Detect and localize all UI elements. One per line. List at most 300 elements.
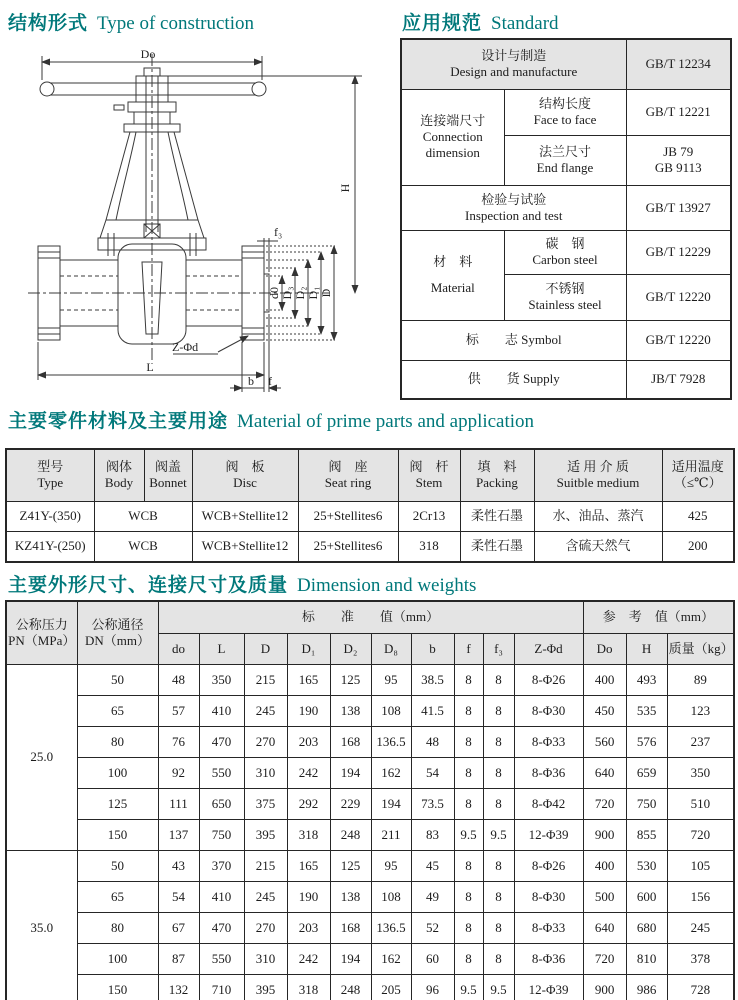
- dim-cell: 8: [483, 850, 514, 881]
- std-stainless-en: Stainless steel: [528, 297, 602, 312]
- dim-cell: 125: [330, 664, 371, 695]
- dim-cell: 640: [583, 912, 626, 943]
- dim-cell: 535: [626, 695, 667, 726]
- std-material-en: Material: [430, 280, 475, 295]
- dim-cell: 12-Φ39: [514, 974, 583, 1000]
- dim-cell: 137: [158, 819, 199, 850]
- standard-table: [400, 38, 732, 400]
- dim-cell: 138: [330, 881, 371, 912]
- dimension-table: [5, 600, 735, 1000]
- dim-subheader-b: b: [411, 633, 454, 664]
- mat-header-body: [94, 449, 144, 501]
- dim-cell: 41.5: [411, 695, 454, 726]
- std-carbon-label: [504, 230, 626, 274]
- dim-cell: 138: [330, 695, 371, 726]
- dim-cell: 248: [330, 819, 371, 850]
- dim-label-b: b: [248, 374, 254, 388]
- dim-cell: 370: [199, 850, 244, 881]
- dim-cell: 162: [371, 757, 411, 788]
- dim-cell: 8: [483, 726, 514, 757]
- std-flange-std2: GB 9113: [654, 160, 702, 175]
- dim-cell: 9.5: [483, 819, 514, 850]
- mat-header-medium-zh: 适 用 介 质: [567, 459, 629, 475]
- dim-cell: 8: [483, 943, 514, 974]
- dim-cell: 165: [287, 850, 330, 881]
- dim-cell: 162: [371, 943, 411, 974]
- dim-header-standard-group: 标 准 值（mm）: [158, 601, 583, 633]
- mat-header-disc: [192, 449, 298, 501]
- dim-cell: 9.5: [454, 819, 483, 850]
- dim-cell: 194: [371, 788, 411, 819]
- dim-subheader-D1: D₁: [287, 633, 330, 664]
- section-title-construction-en: Type of construction: [97, 13, 254, 34]
- std-connection-zh: 连接端尺寸: [420, 113, 486, 129]
- dim-cell: 48: [411, 726, 454, 757]
- dim-row: [6, 788, 734, 819]
- dim-cell: 8: [454, 695, 483, 726]
- dim-cell: 211: [371, 819, 411, 850]
- dim-label-D: D: [319, 288, 333, 298]
- dim-row: [6, 850, 734, 881]
- mat-header-bonnet-en: Bonnet: [149, 475, 187, 491]
- mat-cell: 柔性石墨: [460, 531, 534, 562]
- std-symbol-value: GB/T 12220: [626, 320, 731, 360]
- mat-header-seat-en: Seat ring: [324, 475, 372, 491]
- section-title-standard-zh: 应用规范: [402, 12, 483, 34]
- mat-header-stem-zh: 阀 杆: [409, 459, 449, 475]
- dim-cell: 190: [287, 881, 330, 912]
- dim-cell: 318: [287, 819, 330, 850]
- dim-subheader-D2: D₂: [330, 633, 371, 664]
- dim-cell: 125: [330, 850, 371, 881]
- dim-cell: 8-Φ26: [514, 850, 583, 881]
- mat-header-packing-en: Packing: [476, 475, 518, 491]
- dim-cell: 83: [411, 819, 454, 850]
- dim-cell: 550: [199, 943, 244, 974]
- dim-cell: 8: [454, 912, 483, 943]
- section-title-material: [8, 406, 534, 433]
- dim-cell: 215: [244, 850, 287, 881]
- dim-label-f3: f₃: [274, 225, 283, 239]
- dim-cell: 8-Φ30: [514, 881, 583, 912]
- mat-header-stem-en: Stem: [415, 475, 443, 491]
- material-table: [5, 448, 735, 563]
- dim-cell: 576: [626, 726, 667, 757]
- dim-cell: 111: [158, 788, 199, 819]
- dim-cell: 750: [626, 788, 667, 819]
- dim-cell: 73.5: [411, 788, 454, 819]
- dim-cell: 8: [454, 881, 483, 912]
- dim-cell: 270: [244, 912, 287, 943]
- dim-cell: 270: [244, 726, 287, 757]
- dim-label-D1: D₁: [306, 286, 320, 300]
- dim-cell: 108: [371, 695, 411, 726]
- valve-drawing: [10, 48, 382, 398]
- mat-header-bonnet: [144, 449, 192, 501]
- std-flange-en: End flange: [536, 160, 594, 175]
- std-design-label: [401, 39, 626, 89]
- dim-label-f: f: [268, 374, 272, 388]
- dim-label-d0: d0: [267, 287, 281, 299]
- dim-label-Zd: Z-Φd: [172, 340, 199, 354]
- dim-cell: 680: [626, 912, 667, 943]
- dim-cell: 8-Φ33: [514, 912, 583, 943]
- mat-header-type-zh: 型号: [37, 459, 64, 475]
- std-flange-std1: JB 79: [663, 144, 694, 160]
- dim-label-Do: Do: [140, 48, 156, 61]
- dim-cell: 9.5: [483, 974, 514, 1000]
- dim-cell: 720: [583, 943, 626, 974]
- dim-subheader-weight: 质量（kg）: [667, 633, 734, 664]
- dim-cell: 750: [199, 819, 244, 850]
- mat-cell: WCB: [94, 501, 192, 531]
- mat-cell: 25+Stellites6: [298, 501, 398, 531]
- dim-cell: 57: [158, 695, 199, 726]
- dim-cell: 8: [454, 664, 483, 695]
- dim-label-L: L: [146, 360, 154, 374]
- dim-header-dn-zh: 公称通径: [91, 616, 144, 632]
- dim-cell: 720: [583, 788, 626, 819]
- dim-cell: 310: [244, 757, 287, 788]
- std-design-value: GB/T 12234: [626, 39, 731, 89]
- dim-cell: 38.5: [411, 664, 454, 695]
- dim-cell: 900: [583, 974, 626, 1000]
- dim-cell: 245: [244, 695, 287, 726]
- mat-cell: 25+Stellites6: [298, 531, 398, 562]
- dim-header-pn: [6, 601, 77, 664]
- mat-header-seat: [298, 449, 398, 501]
- dim-row: [6, 757, 734, 788]
- mat-cell: 柔性石墨: [460, 501, 534, 531]
- dim-cell: 8: [454, 850, 483, 881]
- table-row: [401, 185, 731, 230]
- dim-cell: 50: [77, 850, 158, 881]
- std-carbon-en: Carbon steel: [532, 252, 598, 267]
- dim-cell: 96: [411, 974, 454, 1000]
- dim-cell: 8-Φ26: [514, 664, 583, 695]
- std-face-value: GB/T 12221: [626, 89, 731, 135]
- dim-cell: 76: [158, 726, 199, 757]
- dim-cell: 65: [77, 881, 158, 912]
- dim-cell: 720: [667, 819, 734, 850]
- std-material-zh: 材 料: [433, 254, 473, 270]
- table-row: [401, 89, 731, 135]
- dim-cell: 156: [667, 881, 734, 912]
- mat-cell: WCB+Stellite12: [192, 501, 298, 531]
- mat-header-temp-zh: 适用温度: [671, 459, 724, 475]
- dim-cell: 9.5: [454, 974, 483, 1000]
- dim-subheader-L: L: [199, 633, 244, 664]
- dim-cell: 108: [371, 881, 411, 912]
- dim-cell: 150: [77, 819, 158, 850]
- dim-cell: 190: [287, 695, 330, 726]
- section-title-material-en: Material of prime parts and application: [237, 411, 535, 432]
- std-inspection-value: GB/T 13927: [626, 185, 731, 230]
- std-carbon-value: GB/T 12229: [626, 230, 731, 274]
- dim-cell: 67: [158, 912, 199, 943]
- mat-header-temp-en: （≤℃）: [673, 475, 722, 491]
- mat-header-disc-zh: 阀 板: [225, 459, 265, 475]
- dim-cell: 510: [667, 788, 734, 819]
- table-row: [6, 449, 734, 501]
- mat-header-medium-en: Suitble medium: [556, 475, 640, 491]
- table-row: [6, 601, 734, 633]
- table-row: [401, 360, 731, 399]
- dim-cell: 395: [244, 974, 287, 1000]
- mat-header-temp: [662, 449, 734, 501]
- dim-cell: 8: [454, 788, 483, 819]
- spacer: [404, 270, 502, 280]
- dim-cell: 550: [199, 757, 244, 788]
- mat-header-packing: [460, 449, 534, 501]
- dim-cell: 194: [330, 757, 371, 788]
- dim-cell: 95: [371, 850, 411, 881]
- dim-row: [6, 943, 734, 974]
- dim-subheader-f3: f₃: [483, 633, 514, 664]
- dim-cell: 168: [330, 912, 371, 943]
- mat-header-type: [6, 449, 94, 501]
- section-title-construction-zh: 结构形式: [8, 12, 89, 34]
- dim-cell: 132: [158, 974, 199, 1000]
- dim-cell: 215: [244, 664, 287, 695]
- dim-label-D3: D₃: [280, 286, 294, 300]
- dim-cell: 100: [77, 757, 158, 788]
- dim-cell: 48: [158, 664, 199, 695]
- dim-cell: 728: [667, 974, 734, 1000]
- dim-cell: 89: [667, 664, 734, 695]
- dim-cell: 400: [583, 850, 626, 881]
- std-face-zh: 结构长度: [538, 96, 591, 112]
- dim-cell: 470: [199, 912, 244, 943]
- std-connection-en1: Connection: [422, 129, 483, 145]
- dim-row: [6, 881, 734, 912]
- dim-cell: 8: [483, 881, 514, 912]
- mat-header-medium: [534, 449, 662, 501]
- dim-cell: 100: [77, 943, 158, 974]
- mat-cell: 425: [662, 501, 734, 531]
- dim-cell: 242: [287, 757, 330, 788]
- dim-cell: 205: [371, 974, 411, 1000]
- dim-cell: 560: [583, 726, 626, 757]
- mat-cell: WCB: [94, 531, 192, 562]
- dim-cell: 855: [626, 819, 667, 850]
- dim-label-D2: D₂: [293, 286, 307, 300]
- dim-cell: 80: [77, 726, 158, 757]
- dim-cell: 12-Φ39: [514, 819, 583, 850]
- std-connection-label: [401, 89, 504, 185]
- dim-cell: 986: [626, 974, 667, 1000]
- mat-cell: 318: [398, 531, 460, 562]
- dim-cell: 659: [626, 757, 667, 788]
- dim-cell: 350: [199, 664, 244, 695]
- dim-cell: 65: [77, 695, 158, 726]
- pn-value: 35.0: [6, 850, 77, 1000]
- dim-cell: 123: [667, 695, 734, 726]
- dim-cell: 375: [244, 788, 287, 819]
- mat-cell: KZ41Y-(250): [6, 531, 94, 562]
- dim-subheader-Zd: Z-Φd: [514, 633, 583, 664]
- std-design-zh: 设计与制造: [481, 48, 547, 64]
- std-material-label: [401, 230, 504, 320]
- dim-cell: 245: [667, 912, 734, 943]
- dim-cell: 810: [626, 943, 667, 974]
- section-title-standard: [402, 8, 559, 35]
- std-face-label: [504, 89, 626, 135]
- dim-cell: 710: [199, 974, 244, 1000]
- std-flange-zh: 法兰尺寸: [538, 144, 591, 160]
- std-connection-en2: dimension: [425, 144, 480, 160]
- std-supply-label: 供 货 Supply: [401, 360, 626, 399]
- mat-header-stem: [398, 449, 460, 501]
- mat-header-bonnet-zh: 阀盖: [154, 459, 181, 475]
- std-face-en: Face to face: [533, 112, 597, 127]
- std-flange-value: [626, 135, 731, 185]
- section-title-construction: [8, 8, 254, 35]
- dim-cell: 650: [199, 788, 244, 819]
- dim-cell: 8: [454, 757, 483, 788]
- dim-subheader-D8: D₈: [371, 633, 411, 664]
- dim-row: [6, 695, 734, 726]
- dim-cell: 410: [199, 881, 244, 912]
- section-title-dimension: [8, 570, 476, 597]
- section-title-dimension-en: Dimension and weights: [297, 575, 477, 596]
- dim-cell: 8: [483, 788, 514, 819]
- dim-cell: 60: [411, 943, 454, 974]
- dim-cell: 640: [583, 757, 626, 788]
- dim-cell: 168: [330, 726, 371, 757]
- dim-cell: 450: [583, 695, 626, 726]
- dim-header-pn-zh: 公称压力: [15, 616, 68, 632]
- dim-cell: 600: [626, 881, 667, 912]
- dim-cell: 493: [626, 664, 667, 695]
- dim-cell: 136.5: [371, 912, 411, 943]
- dim-cell: 245: [244, 881, 287, 912]
- mat-cell: 2Cr13: [398, 501, 460, 531]
- dim-cell: 8-Φ36: [514, 757, 583, 788]
- dim-cell: 136.5: [371, 726, 411, 757]
- std-stainless-value: GB/T 12220: [626, 274, 731, 320]
- dim-cell: 900: [583, 819, 626, 850]
- std-inspection-zh: 检验与试验: [481, 191, 547, 207]
- dim-subheader-f: f: [454, 633, 483, 664]
- std-inspection-label: [401, 185, 626, 230]
- dim-row: [6, 912, 734, 943]
- std-supply-value: JB/T 7928: [626, 360, 731, 399]
- dim-cell: 8: [483, 695, 514, 726]
- dim-row: [6, 726, 734, 757]
- dim-cell: 8-Φ33: [514, 726, 583, 757]
- dim-cell: 54: [411, 757, 454, 788]
- table-row: [401, 230, 731, 274]
- dim-cell: 43: [158, 850, 199, 881]
- dim-cell: 237: [667, 726, 734, 757]
- pn-value: 25.0: [6, 664, 77, 850]
- dim-cell: 378: [667, 943, 734, 974]
- table-row: [401, 320, 731, 360]
- dim-cell: 203: [287, 912, 330, 943]
- dimension-table-body: [6, 664, 734, 1000]
- dim-header-dn-en: DN（mm）: [84, 632, 150, 648]
- std-stainless-label: [504, 274, 626, 320]
- dim-cell: 318: [287, 974, 330, 1000]
- dim-cell: 8: [483, 757, 514, 788]
- dim-row: [6, 974, 734, 1000]
- dim-cell: 292: [287, 788, 330, 819]
- mat-cell: 含硫天然气: [534, 531, 662, 562]
- std-carbon-zh: 碳 钢: [545, 236, 585, 252]
- mat-header-seat-zh: 阀 座: [328, 459, 368, 475]
- dim-cell: 49: [411, 881, 454, 912]
- section-title-standard-en: Standard: [491, 13, 559, 34]
- dim-label-H: H: [338, 183, 352, 193]
- std-design-en: Design and manufacture: [450, 64, 578, 80]
- dim-cell: 194: [330, 943, 371, 974]
- table-row: [6, 501, 734, 531]
- std-flange-label: [504, 135, 626, 185]
- dim-header-reference-group: 参 考 值（mm）: [583, 601, 734, 633]
- dim-cell: 400: [583, 664, 626, 695]
- dim-cell: 8: [483, 912, 514, 943]
- dim-header-pn-en: PN（MPa）: [8, 632, 76, 648]
- dim-cell: 395: [244, 819, 287, 850]
- dim-cell: 229: [330, 788, 371, 819]
- dim-row: [6, 819, 734, 850]
- dim-cell: 80: [77, 912, 158, 943]
- dim-cell: 87: [158, 943, 199, 974]
- mat-header-packing-zh: 填 料: [477, 459, 517, 475]
- dim-cell: 350: [667, 757, 734, 788]
- section-title-material-zh: 主要零件材料及主要用途: [8, 410, 229, 432]
- dim-cell: 310: [244, 943, 287, 974]
- dim-cell: 50: [77, 664, 158, 695]
- dim-cell: 92: [158, 757, 199, 788]
- dim-cell: 8-Φ30: [514, 695, 583, 726]
- dim-cell: 125: [77, 788, 158, 819]
- mat-cell: WCB+Stellite12: [192, 531, 298, 562]
- std-stainless-zh: 不锈钢: [545, 281, 585, 297]
- mat-header-disc-en: Disc: [233, 475, 257, 491]
- mat-cell: 200: [662, 531, 734, 562]
- section-title-dimension-zh: 主要外形尺寸、连接尺寸及质量: [8, 574, 289, 596]
- dim-cell: 95: [371, 664, 411, 695]
- mat-header-body-en: Body: [104, 475, 134, 491]
- dim-row: [6, 664, 734, 695]
- dim-cell: 8-Φ36: [514, 943, 583, 974]
- dim-cell: 242: [287, 943, 330, 974]
- mat-cell: Z41Y-(350): [6, 501, 94, 531]
- dim-cell: 530: [626, 850, 667, 881]
- dim-cell: 45: [411, 850, 454, 881]
- mat-header-type-en: Type: [37, 475, 64, 491]
- dim-cell: 248: [330, 974, 371, 1000]
- dim-header-dn: [77, 601, 158, 664]
- dim-subheader-do: do: [158, 633, 199, 664]
- mat-cell: 水、油品、蒸汽: [534, 501, 662, 531]
- dim-cell: 8: [454, 726, 483, 757]
- dim-cell: 165: [287, 664, 330, 695]
- std-inspection-en: Inspection and test: [465, 207, 563, 223]
- std-symbol-label: 标 志 Symbol: [401, 320, 626, 360]
- table-row: [6, 531, 734, 562]
- dim-cell: 8-Φ42: [514, 788, 583, 819]
- dim-subheader-H: H: [626, 633, 667, 664]
- dim-cell: 52: [411, 912, 454, 943]
- dim-cell: 8: [483, 664, 514, 695]
- table-row: [401, 39, 731, 89]
- mat-header-body-zh: 阀体: [105, 459, 132, 475]
- dim-cell: 105: [667, 850, 734, 881]
- dim-cell: 150: [77, 974, 158, 1000]
